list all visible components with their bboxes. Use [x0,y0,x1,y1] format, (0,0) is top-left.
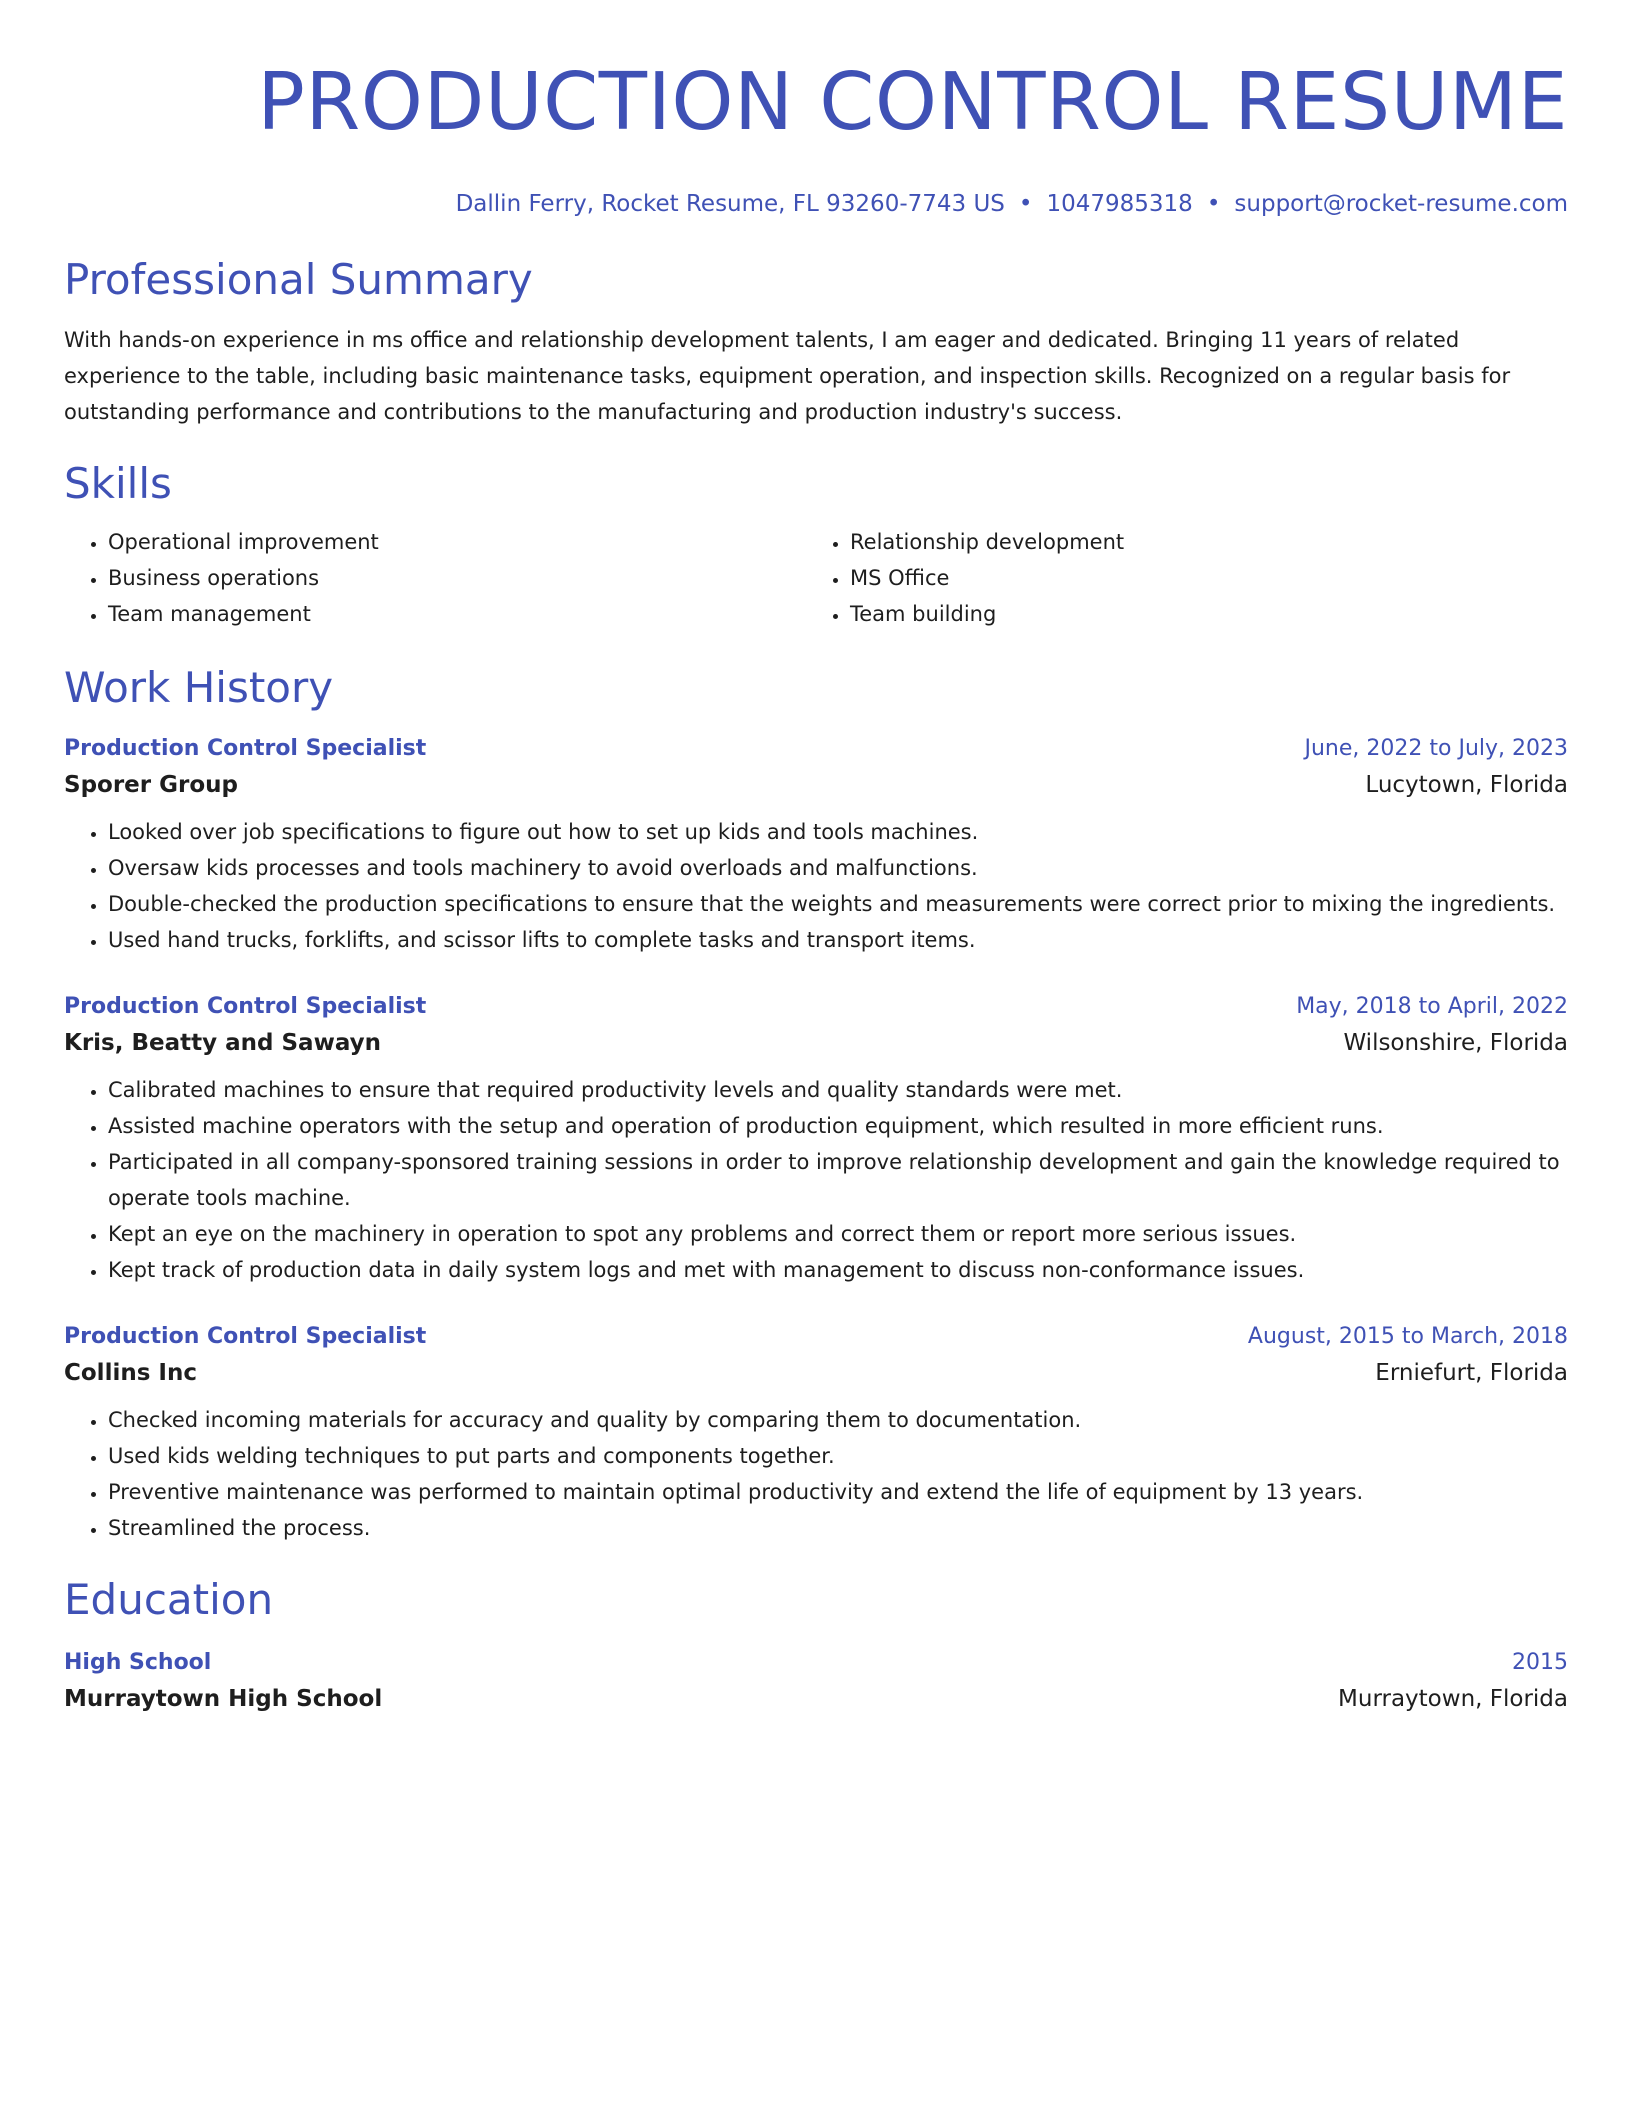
job-bullet: • Kept an eye on the machinery in operation to spot any problems and correct them or report more serious issues. [108,1216,1568,1252]
skills-grid [64,524,1568,632]
job-bullet: • Streamlined the process. [108,1510,1568,1546]
contact-address: Dallin Ferry, Rocket Resume, FL 93260-7743 US [455,191,1005,217]
job-title-row [64,734,1568,764]
education-heading: Education [64,1575,274,1624]
summary-heading: Professional Summary [64,255,533,304]
education-school: Murraytown High School [64,1686,383,1712]
skills-column-right [806,524,1548,632]
job-dates: August, 2015 to March, 2018 [1247,1324,1568,1349]
skill-item: • Team building [850,596,1548,632]
job-bullet: • Checked incoming materials for accuracy and quality by comparing them to documentation. [108,1402,1568,1438]
job-bullet: • Preventive maintenance was performed to maintain optimal productivity and extend the life of equipment by 13 years. [108,1474,1568,1510]
contact-separator: • [1018,191,1033,217]
education-location: Murraytown, Florida [1338,1686,1568,1712]
education-year: 2015 [1512,1650,1568,1675]
job-entry [64,992,1568,1288]
resume-title: PRODUCTION CONTROL RESUME [257,56,1568,148]
job-dates: June, 2022 to July, 2023 [1304,736,1568,761]
job-location: Wilsonshire, Florida [1343,1030,1568,1056]
education-entry [64,1648,1568,1716]
job-title: Production Control Specialist [64,1324,427,1349]
work-history-heading: Work History [64,663,334,712]
job-title: Production Control Specialist [64,736,427,761]
job-entry [64,1322,1568,1546]
skill-item: • Operational improvement [108,524,806,560]
job-bullet: • Looked over job specifications to figure out how to set up kids and tools machines. [108,814,1568,850]
company-row [64,768,1568,802]
education-school-row [64,1682,1568,1716]
job-bullets [64,814,1568,958]
job-title: Production Control Specialist [64,994,427,1019]
company-row [64,1026,1568,1060]
contact-line [64,188,1568,220]
summary-text: With hands-on experience in ms office and relationship development talents, I am eager and dedicated. Bringing 11 years of related experience to the table, including basic maintenance tasks, equipment operation, and inspection skills. Recognized on a regular basis for outstanding performance and contributions to the manufacturing and production industry's success. [64,328,1511,424]
contact-phone: 1047985318 [1046,191,1193,217]
skills-column-left [64,524,806,632]
job-bullet: • Kept track of production data in daily system logs and met with management to discuss non-conformance issues. [108,1252,1568,1288]
job-bullets [64,1402,1568,1546]
job-bullets [64,1072,1568,1288]
contact-separator: • [1206,191,1221,217]
education-degree-row [64,1648,1568,1678]
job-bullet: • Oversaw kids processes and tools machinery to avoid overloads and malfunctions. [108,850,1568,886]
skill-item: • Relationship development [850,524,1548,560]
job-bullet: • Assisted machine operators with the setup and operation of production equipment, which resulted in more efficient runs. [108,1108,1568,1144]
job-bullet: • Used hand trucks, forklifts, and scissor lifts to complete tasks and transport items. [108,922,1568,958]
company-name: Sporer Group [64,772,238,798]
job-bullet: • Used kids welding techniques to put parts and components together. [108,1438,1568,1474]
skills-heading: Skills [64,459,172,508]
skill-item: • Business operations [108,560,806,596]
contact-email[interactable]: support@rocket-resume.com [1234,191,1568,217]
company-row [64,1356,1568,1390]
job-bullet: • Double-checked the production specifications to ensure that the weights and measurements were correct prior to mixing the ingredients. [108,886,1568,922]
skill-item: • Team management [108,596,806,632]
job-title-row [64,1322,1568,1352]
skill-item: • MS Office [850,560,1548,596]
job-entry [64,734,1568,958]
education-degree: High School [64,1650,212,1675]
job-title-row [64,992,1568,1022]
company-name: Collins Inc [64,1360,197,1386]
job-location: Erniefurt, Florida [1375,1360,1568,1386]
job-bullet: • Participated in all company-sponsored training sessions in order to improve relationship development and gain the knowledge required to operate tools machine. [108,1144,1568,1216]
job-dates: May, 2018 to April, 2022 [1296,994,1568,1019]
job-bullet: • Calibrated machines to ensure that required productivity levels and quality standards were met. [108,1072,1568,1108]
job-location: Lucytown, Florida [1365,772,1568,798]
company-name: Kris, Beatty and Sawayn [64,1030,382,1056]
